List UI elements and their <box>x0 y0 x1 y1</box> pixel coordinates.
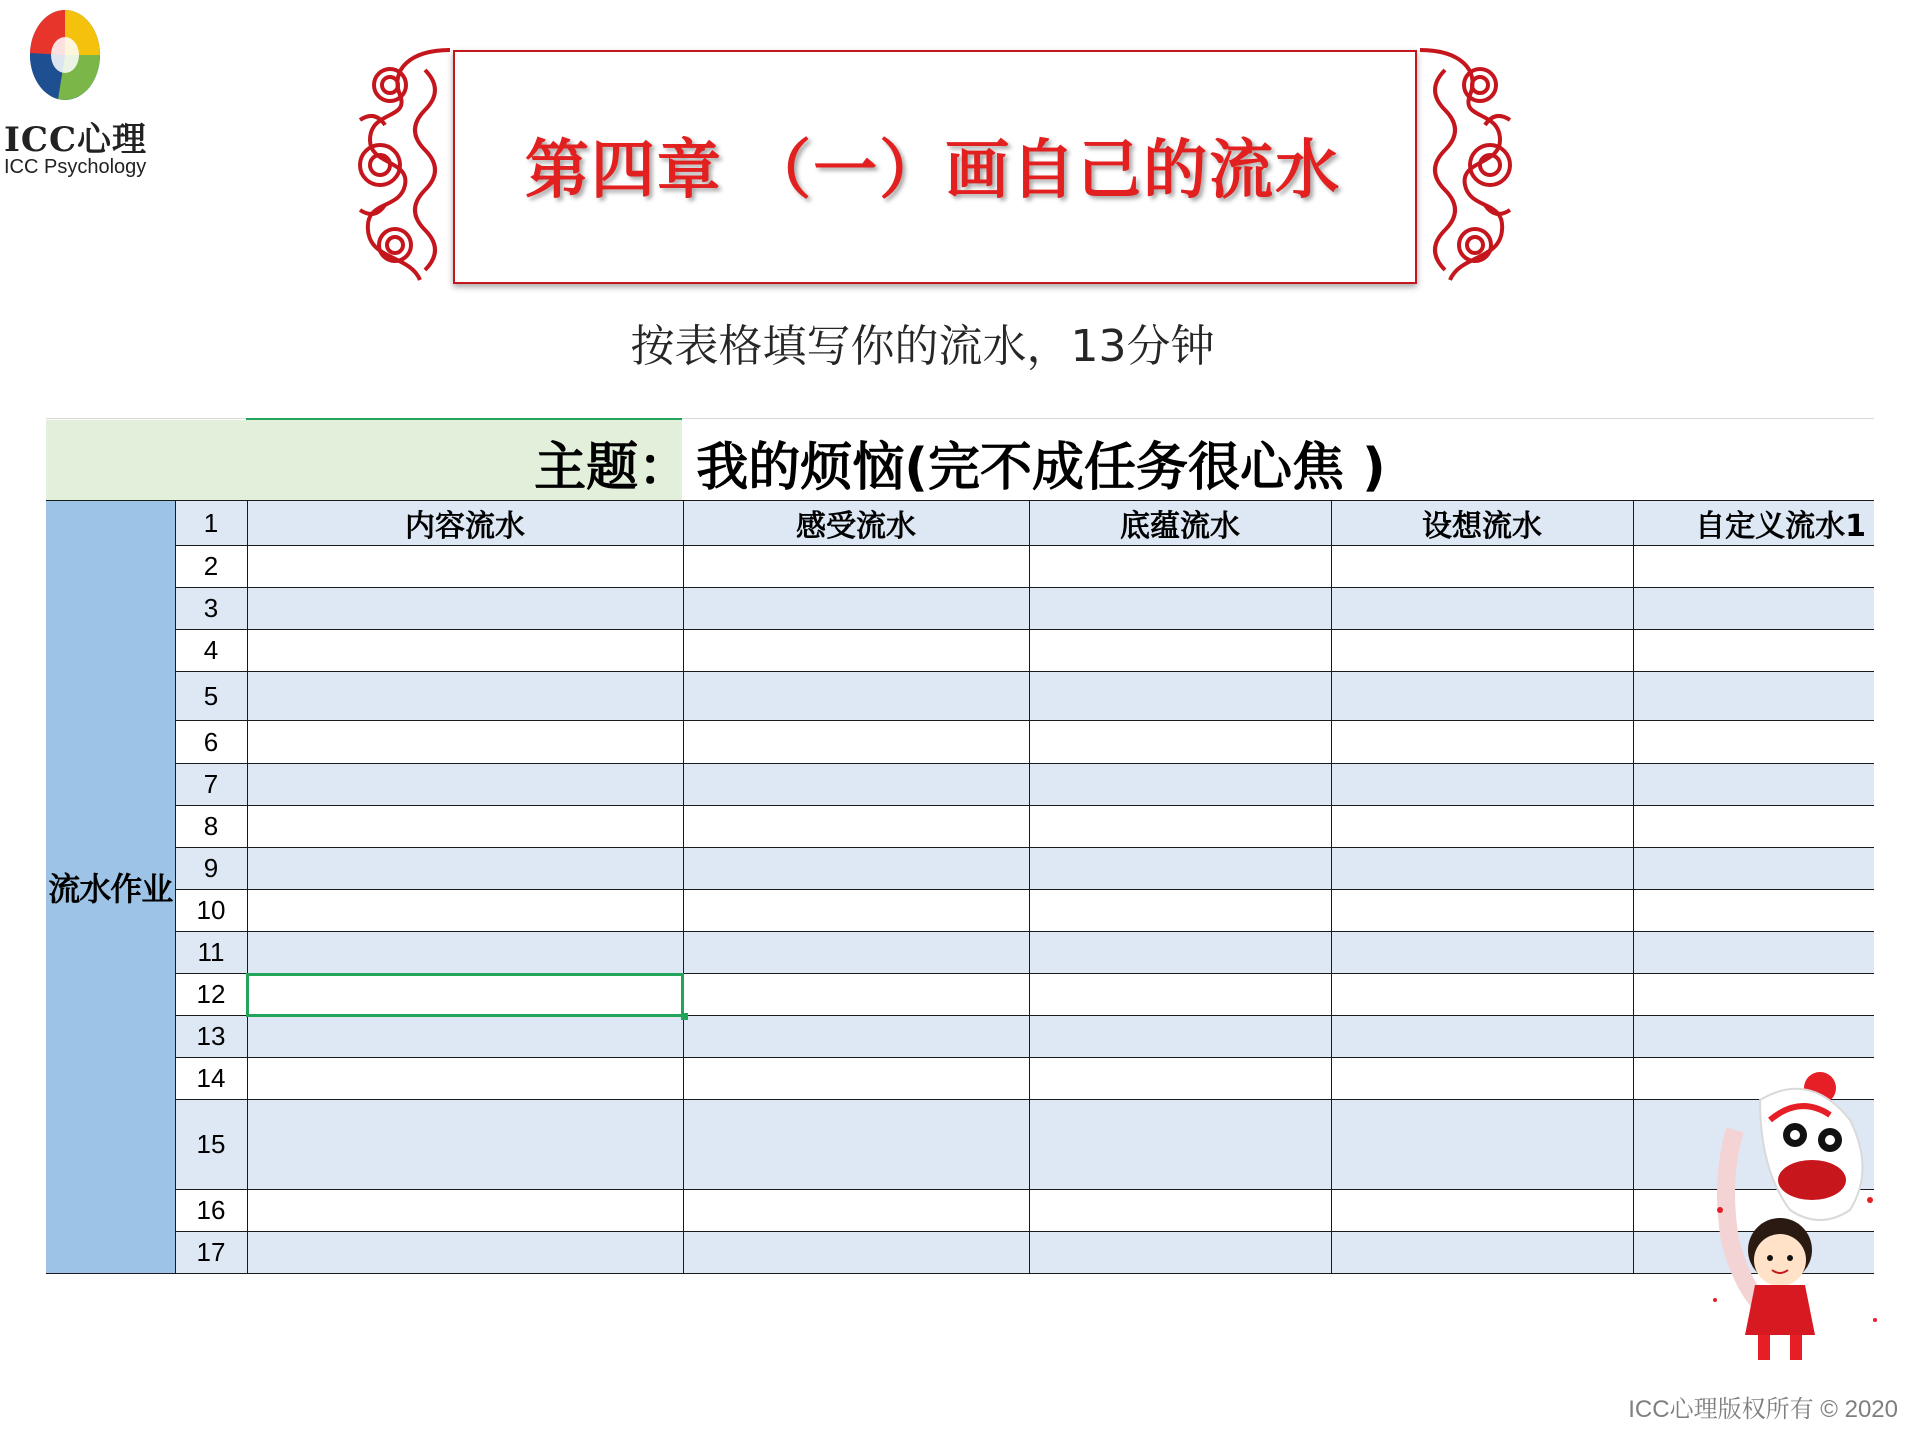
table-cell[interactable] <box>1331 974 1633 1016</box>
table-cell[interactable] <box>1331 721 1633 764</box>
table-cell[interactable] <box>683 1100 1029 1190</box>
table-cell[interactable] <box>683 672 1029 721</box>
table-cell[interactable] <box>1029 1232 1331 1274</box>
table-row <box>46 1058 1874 1100</box>
table-row <box>46 848 1874 890</box>
title-banner <box>350 40 1520 290</box>
row-number: 13 <box>175 1016 247 1058</box>
table-cell[interactable] <box>1331 588 1633 630</box>
table-row <box>46 501 1874 546</box>
table-cell[interactable] <box>1029 672 1331 721</box>
table-cell[interactable] <box>683 1058 1029 1100</box>
row-number: 9 <box>175 848 247 890</box>
table-cell[interactable] <box>1633 932 1874 974</box>
table-cell[interactable] <box>1331 1058 1633 1100</box>
table-cell[interactable] <box>1331 890 1633 932</box>
row-number: 15 <box>175 1100 247 1190</box>
side-label: 流水作业 <box>46 501 175 1274</box>
logo-english-text: ICC Psychology <box>4 156 147 178</box>
table-cell[interactable] <box>247 1232 683 1274</box>
table-cell[interactable] <box>247 721 683 764</box>
table-row <box>46 1232 1874 1274</box>
table-cell[interactable] <box>1633 546 1874 588</box>
flow-table <box>46 500 1874 1274</box>
table-cell[interactable] <box>683 1190 1029 1232</box>
table-cell[interactable] <box>683 1232 1029 1274</box>
table-cell[interactable] <box>1633 630 1874 672</box>
table-cell[interactable] <box>247 848 683 890</box>
table-cell[interactable] <box>1331 1190 1633 1232</box>
table-cell[interactable] <box>1029 932 1331 974</box>
table-cell[interactable] <box>1633 806 1874 848</box>
table-cell[interactable] <box>247 764 683 806</box>
table-cell[interactable] <box>1029 806 1331 848</box>
table-cell[interactable] <box>1331 764 1633 806</box>
row-number: 10 <box>175 890 247 932</box>
table-cell[interactable] <box>683 974 1029 1016</box>
table-cell[interactable] <box>247 932 683 974</box>
worksheet <box>46 418 1874 1294</box>
instruction-text: 按表格填写你的流水，13分钟 <box>630 321 1215 372</box>
table-row <box>46 974 1874 1016</box>
table-cell[interactable] <box>1029 848 1331 890</box>
table-cell[interactable] <box>683 932 1029 974</box>
table-row <box>46 1190 1874 1232</box>
copyright-text: ICC心理版权所有 © 2020 <box>1628 1396 1898 1423</box>
theme-label: 主题： <box>534 438 691 498</box>
row-number: 4 <box>175 630 247 672</box>
table-cell[interactable] <box>1331 932 1633 974</box>
row-number: 5 <box>175 672 247 721</box>
table-cell[interactable] <box>247 1190 683 1232</box>
table-row <box>46 1016 1874 1058</box>
column-header[interactable]: 自定义流水1 <box>1633 501 1874 546</box>
column-header[interactable]: 底蕴流水 <box>1029 501 1331 546</box>
table-cell[interactable] <box>1029 890 1331 932</box>
table-cell[interactable] <box>1029 1190 1331 1232</box>
table-cell[interactable] <box>1029 974 1331 1016</box>
table-cell[interactable] <box>1633 672 1874 721</box>
row-number: 8 <box>175 806 247 848</box>
logo-chinese-text: ICC心理 <box>4 120 148 160</box>
table-cell[interactable] <box>1331 546 1633 588</box>
table-row <box>46 721 1874 764</box>
icc-logo <box>0 0 148 190</box>
theme-cell[interactable] <box>46 420 1874 502</box>
table-cell[interactable] <box>1029 1016 1331 1058</box>
table-cell[interactable] <box>683 1016 1029 1058</box>
row-number: 3 <box>175 588 247 630</box>
row-number: 2 <box>175 546 247 588</box>
table-cell[interactable] <box>1633 588 1874 630</box>
ornament-left-icon <box>350 40 458 290</box>
table-cell[interactable] <box>683 890 1029 932</box>
table-cell[interactable] <box>247 630 683 672</box>
table-cell[interactable] <box>247 546 683 588</box>
table-cell[interactable] <box>1633 890 1874 932</box>
table-cell[interactable] <box>1633 974 1874 1016</box>
table-cell[interactable] <box>247 890 683 932</box>
table-cell[interactable] <box>683 764 1029 806</box>
table-cell[interactable] <box>683 546 1029 588</box>
table-cell[interactable] <box>1331 1100 1633 1190</box>
ornament-right-icon <box>1412 40 1520 290</box>
table-cell[interactable] <box>683 806 1029 848</box>
row-number: 11 <box>175 932 247 974</box>
column-header[interactable]: 内容流水 <box>247 501 683 546</box>
table-cell[interactable] <box>1029 1058 1331 1100</box>
table-cell[interactable] <box>247 588 683 630</box>
column-header[interactable]: 设想流水 <box>1331 501 1633 546</box>
table-row <box>46 588 1874 630</box>
page-title: 第四章 （一）画自己的流水 <box>524 134 1342 208</box>
table-row <box>46 890 1874 932</box>
table-cell[interactable] <box>1029 546 1331 588</box>
table-cell[interactable] <box>683 588 1029 630</box>
table-cell[interactable] <box>247 1016 683 1058</box>
table-cell[interactable] <box>1029 1100 1331 1190</box>
table-row <box>46 932 1874 974</box>
table-cell[interactable] <box>1633 764 1874 806</box>
table-cell[interactable] <box>1331 630 1633 672</box>
table-cell[interactable] <box>1331 848 1633 890</box>
table-cell[interactable] <box>247 672 683 721</box>
table-cell[interactable] <box>1633 1016 1874 1058</box>
tri-color-circle-icon <box>28 8 102 102</box>
table-cell[interactable] <box>1331 672 1633 721</box>
table-cell[interactable] <box>683 630 1029 672</box>
table-cell[interactable] <box>1331 806 1633 848</box>
row-number: 17 <box>175 1232 247 1274</box>
table-row <box>46 806 1874 848</box>
table-cell[interactable] <box>1029 630 1331 672</box>
table-cell[interactable] <box>683 848 1029 890</box>
table-cell[interactable] <box>1331 1232 1633 1274</box>
table-cell[interactable] <box>683 721 1029 764</box>
row-number: 14 <box>175 1058 247 1100</box>
table-row <box>46 672 1874 721</box>
row-number: 6 <box>175 721 247 764</box>
table-row <box>46 630 1874 672</box>
table-cell[interactable] <box>1331 1016 1633 1058</box>
table-cell[interactable] <box>247 806 683 848</box>
row-number: 12 <box>175 974 247 1016</box>
row-number: 7 <box>175 764 247 806</box>
theme-value: 我的烦恼(完不成任务很心焦 ) <box>696 438 1386 498</box>
table-cell[interactable] <box>1029 721 1331 764</box>
table-row <box>46 546 1874 588</box>
table-cell[interactable] <box>1029 588 1331 630</box>
column-header[interactable]: 感受流水 <box>683 501 1029 546</box>
selected-cell[interactable] <box>247 974 683 1016</box>
fill-handle[interactable] <box>681 1013 688 1020</box>
row-number: 16 <box>175 1190 247 1232</box>
table-cell[interactable] <box>1633 721 1874 764</box>
lion-dance-girl-illustration <box>1700 1060 1890 1370</box>
table-row <box>46 1100 1874 1190</box>
table-cell[interactable] <box>247 1058 683 1100</box>
row-number: 1 <box>175 501 247 546</box>
table-row <box>46 764 1874 806</box>
table-cell[interactable] <box>247 1100 683 1190</box>
table-cell[interactable] <box>1633 848 1874 890</box>
table-cell[interactable] <box>1029 764 1331 806</box>
